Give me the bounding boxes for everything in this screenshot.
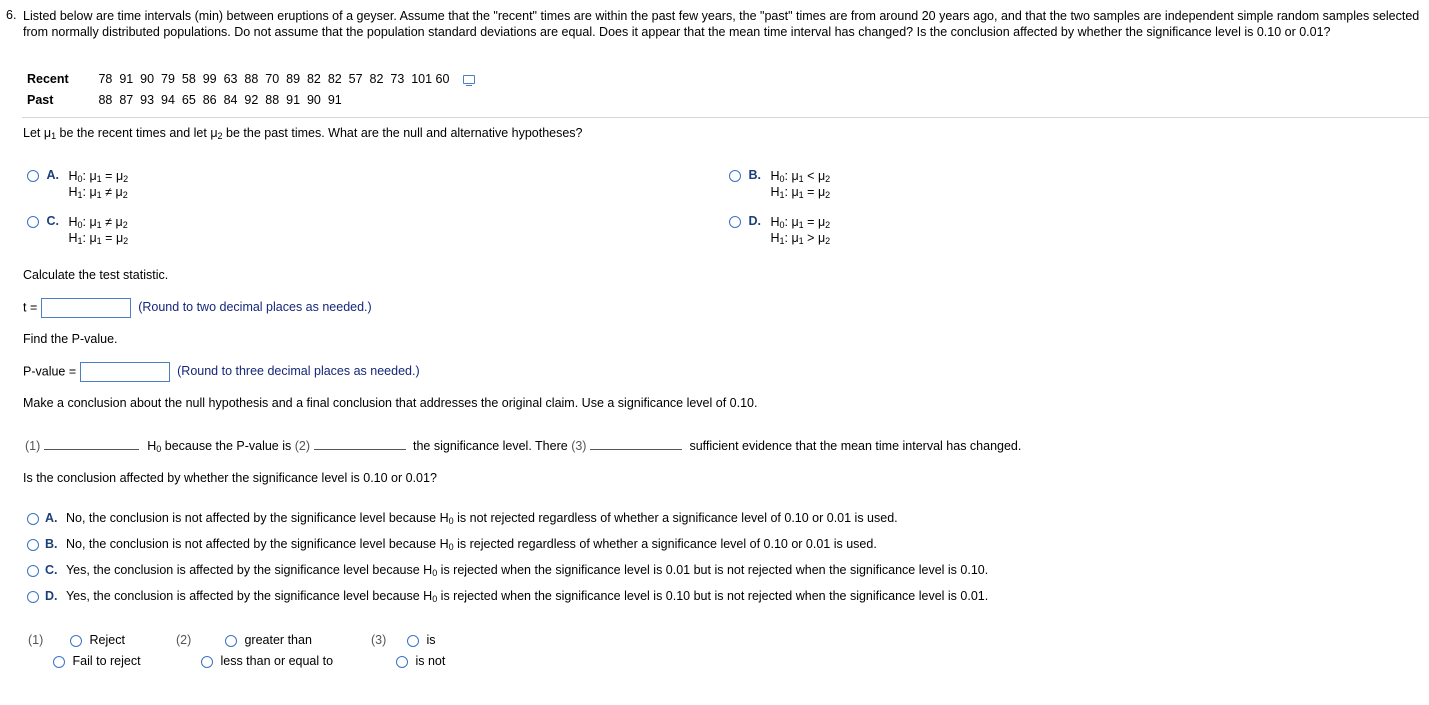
radio-reject[interactable] bbox=[70, 635, 82, 647]
p-hint: (Round to three decimal places as needed.) bbox=[177, 364, 420, 379]
conclusion-option-a[interactable]: A. No, the conclusion is not affected by the significance level because $H_0$ is not rejected regardless of whether a significance level of 0.10 or 0.01 is used. bbox=[27, 511, 898, 525]
conclusion-prompt: Make a conclusion about the null hypothesis and a final conclusion that addresses the original claim. Use a significance level of 0.10. bbox=[23, 396, 758, 410]
blank-3-dropdown[interactable] bbox=[590, 449, 682, 450]
choice-greater-than[interactable]: greater than bbox=[225, 633, 312, 647]
choice-is[interactable]: is bbox=[407, 633, 436, 647]
conclusion-option-c[interactable]: C. Yes, the conclusion is affected by the significance level because $H_0$ is rejected when the significance level is 0.01 but is not rejected when the significance level is 0.10. bbox=[27, 563, 988, 577]
choice-fail-to-reject[interactable]: Fail to reject bbox=[53, 654, 141, 668]
data-table bbox=[27, 72, 475, 114]
hq-post: be the past times. What are the null and alternative hypotheses? bbox=[222, 126, 583, 140]
radio-is[interactable] bbox=[407, 635, 419, 647]
past-label: Past bbox=[27, 93, 54, 107]
radio-greater-than[interactable] bbox=[225, 635, 237, 647]
option-letter: A. bbox=[46, 168, 59, 182]
radio-b[interactable] bbox=[729, 170, 741, 182]
t-input[interactable] bbox=[41, 298, 131, 318]
radio-ca[interactable] bbox=[27, 513, 39, 525]
choice-reject[interactable]: Reject bbox=[70, 633, 125, 647]
t-hint: (Round to two decimal places as needed.) bbox=[138, 300, 372, 315]
radio-c[interactable] bbox=[27, 216, 39, 228]
conclusion-option-b[interactable]: B. No, the conclusion is not affected by the significance level because $H_0$ is rejected regardless of whether a significance level of 0.10 or 0.01 is used. bbox=[27, 537, 877, 551]
calc-stat-label: Calculate the test statistic. bbox=[23, 268, 169, 282]
hyp-option-c[interactable]: C. $H_0$: $\mu_1 \ne \mu_2$ $H_1$: $\mu_1 = \mu_2$ bbox=[27, 214, 128, 246]
hq-sub2: 2 bbox=[217, 131, 223, 141]
conclusion-option-d[interactable]: D. Yes, the conclusion is affected by the significance level because $H_0$ is rejected when the significance level is 0.10 but is not rejected when the significance level is 0.01. bbox=[27, 589, 988, 603]
hyp-option-a[interactable]: A. $H_0$: $\mu_1 = \mu_2$ $H_1$: $\mu_1 \ne \mu_2$ bbox=[27, 168, 128, 200]
radio-fail-to-reject[interactable] bbox=[53, 656, 65, 668]
p-row bbox=[23, 362, 420, 382]
hypotheses-question bbox=[23, 126, 583, 140]
radio-a[interactable] bbox=[27, 170, 39, 182]
hyp-option-d[interactable]: D. $H_0$: $\mu_1 = \mu_2$ $H_1$: $\mu_1 > \mu_2$ bbox=[729, 214, 830, 246]
blank3-label: (3) bbox=[571, 439, 587, 453]
divider bbox=[22, 117, 1429, 118]
option-letter: C. bbox=[46, 214, 59, 228]
affected-question: Is the conclusion affected by whether the significance level is 0.10 or 0.01? bbox=[23, 471, 437, 485]
radio-is-not[interactable] bbox=[396, 656, 408, 668]
t-row bbox=[23, 298, 372, 318]
group3-label: (3) bbox=[371, 633, 387, 647]
recent-values: 78 91 90 79 58 99 63 88 70 89 82 82 57 82 73 101 60 bbox=[98, 72, 450, 86]
question-text: Listed below are time intervals (min) between eruptions of a geyser. Assume that the "recent" times are within the past few years, the "past" times are from around 20 years ago, and that the two samples are independent simple random samples selected from normally distributed populations. Do not assume that the population standard deviations are equal. Does it appear that the mean time interval has changed? Is the conclusion affected by whether the significance level is 0.10 or 0.01? bbox=[23, 9, 1420, 39]
radio-d[interactable] bbox=[729, 216, 741, 228]
past-row bbox=[27, 93, 475, 114]
blank1-label: (1) bbox=[25, 439, 41, 453]
text-because: because the P-value is bbox=[164, 439, 292, 453]
option-letter: D. bbox=[748, 214, 761, 228]
conclusion-sentence: (1) $H_0$ because the P-value is (2) the significance level. There (3) sufficient evidence that the mean time interval has changed. bbox=[25, 439, 1022, 454]
text-sig-there: the significance level. There bbox=[412, 439, 568, 453]
blank2-label: (2) bbox=[294, 439, 311, 453]
blank-2-dropdown[interactable] bbox=[314, 449, 406, 450]
group2-label: (2) bbox=[176, 633, 192, 647]
radio-cd[interactable] bbox=[27, 591, 39, 603]
hq-sub1: 1 bbox=[51, 131, 57, 141]
choice-is-not[interactable]: is not bbox=[396, 654, 445, 668]
radio-cb[interactable] bbox=[27, 539, 39, 551]
hq-pre: Let μ bbox=[23, 126, 52, 140]
p-label: P-value = bbox=[23, 364, 77, 379]
option-letter: B. bbox=[748, 168, 761, 182]
choice-less-equal[interactable]: less than or equal to bbox=[201, 654, 333, 668]
question-number: 6. bbox=[6, 8, 17, 22]
radio-less-equal[interactable] bbox=[201, 656, 213, 668]
past-values: 88 87 93 94 65 86 84 92 88 91 90 91 bbox=[98, 93, 342, 107]
find-p-label: Find the P-value. bbox=[23, 332, 118, 346]
copy-data-icon[interactable] bbox=[463, 75, 475, 84]
hq-mid: be the recent times and let μ bbox=[56, 126, 218, 140]
group1-label: (1) bbox=[28, 633, 44, 647]
p-value-input[interactable] bbox=[80, 362, 170, 382]
text-end: sufficient evidence that the mean time interval has changed. bbox=[689, 439, 1022, 453]
recent-label: Recent bbox=[27, 72, 69, 86]
t-label: t = bbox=[23, 300, 38, 315]
blank-1-dropdown[interactable] bbox=[44, 449, 139, 450]
hyp-option-b[interactable]: B. $H_0$: $\mu_1 < \mu_2$ $H_1$: $\mu_1 = \mu_2$ bbox=[729, 168, 830, 200]
recent-row bbox=[27, 72, 475, 93]
radio-cc[interactable] bbox=[27, 565, 39, 577]
